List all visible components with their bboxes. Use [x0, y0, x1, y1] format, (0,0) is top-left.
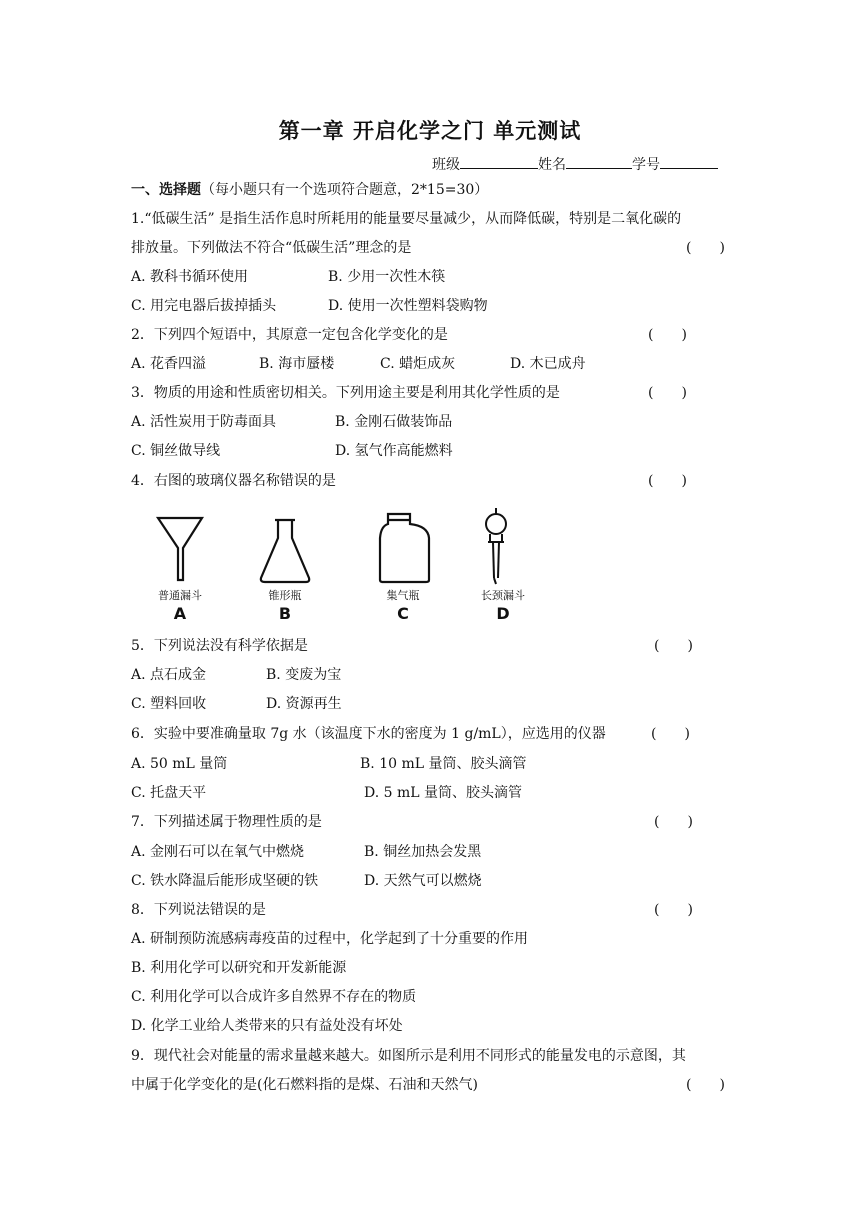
q1-option-d: D. 使用一次性塑料袋购物 — [328, 298, 488, 314]
figure-letter-c: C — [397, 604, 409, 623]
q5-option-c: C. 塑料回收 — [131, 696, 207, 712]
q8-option-d: D. 化学工业给人类带来的只有益处没有坏处 — [131, 1018, 403, 1034]
q7-stem: 7．下列描述属于物理性质的是 — [131, 814, 322, 830]
q8-answer-bracket[interactable]: ( ) — [654, 902, 693, 918]
q2-option-b: B. 海市蜃楼 — [259, 356, 335, 372]
q7-option-b: B. 铜丝加热会发黑 — [364, 844, 482, 860]
q6-answer-bracket[interactable]: ( ) — [651, 726, 690, 742]
q8-option-c: C. 利用化学可以合成许多自然界不存在的物质 — [131, 989, 417, 1005]
page-title: 第一章 开启化学之门 单元测试 — [278, 119, 582, 143]
funnel-icon — [158, 518, 202, 580]
q1-option-b: B. 少用一次性木筷 — [328, 269, 446, 285]
name-blank[interactable] — [566, 154, 632, 169]
q3-stem: 3．物质的用途和性质密切相关。下列用途主要是利用其化学性质的是 — [131, 385, 560, 401]
q9-answer-bracket[interactable]: ( ) — [686, 1077, 725, 1093]
number-blank[interactable] — [660, 154, 718, 169]
student-info — [432, 154, 718, 174]
q2-option-a: A. 花香四溢 — [131, 356, 207, 372]
q2-option-c: C. 蜡炬成灰 — [380, 356, 456, 372]
q3-option-b: B. 金刚石做装饰品 — [335, 414, 453, 430]
q6-stem: 6．实验中要准确量取 7g 水（该温度下水的密度为 1 g/mL），应选用的仪器 — [131, 726, 606, 742]
q5-answer-bracket[interactable]: ( ) — [654, 638, 693, 654]
q8-option-b: B. 利用化学可以研究和开发新能源 — [131, 960, 347, 976]
q5-stem: 5．下列说法没有科学依据是 — [131, 638, 308, 654]
q7-option-d: D. 天然气可以燃烧 — [364, 873, 482, 889]
q2-option-d: D. 木已成舟 — [510, 356, 586, 372]
section-title: 一、选择题 — [131, 182, 201, 198]
figure-label-b: 锥形瓶 — [268, 589, 302, 602]
q6-option-c: C. 托盘天平 — [131, 785, 207, 801]
q5-option-d: D. 资源再生 — [266, 696, 342, 712]
q9-stem-line1: 9．现代社会对能量的需求量越来越大。如图所示是利用不同形式的能量发电的示意图，其 — [131, 1048, 686, 1064]
q3-answer-bracket[interactable]: ( ) — [648, 385, 687, 401]
q8-stem: 8．下列说法错误的是 — [131, 902, 266, 918]
long-neck-funnel-icon — [486, 508, 506, 584]
q8-option-a: A. 研制预防流感病毒疫苗的过程中，化学起到了十分重要的作用 — [131, 931, 529, 947]
section-note: （每小题只有一个选项符合题意，2*15=30） — [201, 182, 489, 198]
q1-option-c: C. 用完电器后拔掉插头 — [131, 298, 277, 314]
q1-stem-line1: 1.“低碳生活” 是指生活作息时所耗用的能量要尽量减少，从而降低碳，特别是二氧化碳的 — [131, 211, 682, 227]
q6-option-a: A. 50 mL 量筒 — [131, 756, 228, 772]
class-label: 班级 — [432, 157, 460, 173]
q7-answer-bracket[interactable]: ( ) — [654, 814, 693, 830]
section-heading — [131, 181, 488, 199]
q7-option-c: C. 铁水降温后能形成坚硬的铁 — [131, 873, 319, 889]
figure-label-d: 长颈漏斗 — [481, 589, 525, 602]
q6-option-d: D. 5 mL 量筒、胶头滴管 — [364, 785, 523, 801]
q7-option-a: A. 金刚石可以在氧气中燃烧 — [131, 844, 305, 860]
q1-answer-bracket[interactable]: ( ) — [686, 240, 725, 256]
q3-option-c: C. 铜丝做导线 — [131, 443, 221, 459]
q9-stem-line2: 中属于化学变化的是(化石燃料指的是煤、石油和天然气) — [131, 1077, 478, 1093]
q5-option-a: A. 点石成金 — [131, 667, 207, 683]
figure-label-a: 普通漏斗 — [158, 589, 202, 602]
figure-letter-d: D — [496, 604, 510, 623]
figure-letter-b: B — [278, 604, 292, 623]
q4-answer-bracket[interactable]: ( ) — [648, 473, 687, 489]
figure-label-c: 集气瓶 — [386, 589, 420, 602]
q2-stem: 2．下列四个短语中，其原意一定包含化学变化的是 — [131, 327, 448, 343]
class-blank[interactable] — [460, 154, 538, 169]
conical-flask-icon — [261, 520, 309, 582]
q1-option-a: A. 教科书循环使用 — [131, 269, 249, 285]
q3-option-d: D. 氢气作高能燃料 — [335, 443, 453, 459]
glassware-figure — [148, 506, 548, 624]
q4-stem: 4．右图的玻璃仪器名称错误的是 — [131, 473, 336, 489]
q1-stem-line2: 排放量。下列做法不符合“低碳生活”理念的是 — [131, 240, 412, 256]
q6-option-b: B. 10 mL 量筒、胶头滴管 — [360, 756, 527, 772]
figure-letter-a: A — [173, 604, 187, 623]
q2-answer-bracket[interactable]: ( ) — [648, 327, 687, 343]
q5-option-b: B. 变废为宝 — [266, 667, 342, 683]
glassware-drawings — [148, 506, 548, 586]
gas-bottle-icon — [380, 514, 429, 582]
name-label: 姓名 — [538, 157, 566, 173]
q3-option-a: A. 活性炭用于防毒面具 — [131, 414, 277, 430]
number-label: 学号 — [632, 157, 660, 173]
